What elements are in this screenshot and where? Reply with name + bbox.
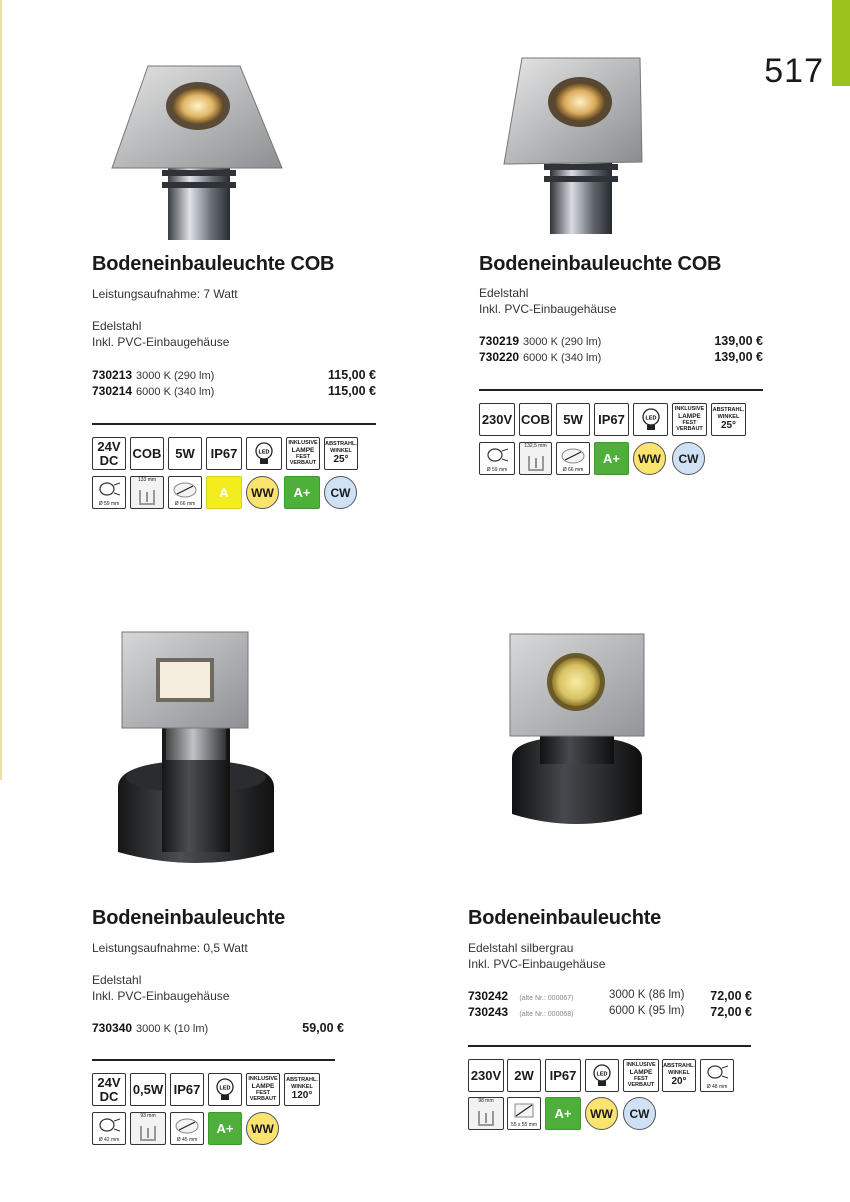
beam-angle-badge [711, 403, 746, 436]
included-lamp-badge [286, 437, 320, 470]
diameter-badge [92, 1112, 126, 1145]
article-number: 730242 [468, 989, 509, 1003]
svg-text:LED: LED [258, 449, 270, 455]
wattage-badge: 0,5W [130, 1073, 166, 1106]
product-desc-1a: Leistungsaufnahme: 7 Watt [92, 287, 238, 301]
depth-icon [138, 1124, 158, 1142]
depth-badge [130, 476, 164, 509]
led-bulb-icon [590, 1063, 614, 1089]
cutout-icon [560, 447, 586, 465]
energy-class-a-badge: A [206, 476, 242, 509]
warm-white-badge: WW [246, 1112, 279, 1145]
cutout-value: 55 x 55 mm [510, 1121, 538, 1128]
led-bulb-icon [213, 1077, 237, 1103]
included-label: INKLUSIVE [288, 440, 318, 447]
cool-white-badge: CW [324, 476, 357, 509]
depth-icon [137, 488, 157, 506]
product-title-3: Bodeneinbauleuchte [92, 907, 286, 929]
diameter-value: Ø 59 mm [486, 466, 508, 473]
depth-icon [526, 454, 546, 472]
beam-angle-value: 25° [720, 420, 737, 432]
voltage-value: 24V [97, 1074, 121, 1090]
fixed-label: FEST VERBAUT [249, 1090, 277, 1103]
svg-text:LED: LED [219, 1085, 231, 1091]
divider [468, 1045, 751, 1047]
cutout-icon [174, 1117, 200, 1135]
cutout-icon [172, 481, 198, 499]
included-lamp-badge [246, 1073, 280, 1106]
article-row [92, 1021, 208, 1035]
beam-angle-badge [662, 1059, 696, 1092]
divider [479, 389, 763, 391]
article-spec: 3000 K (10 lm) [136, 1023, 209, 1035]
article-spec: 3000 K (290 lm) [523, 336, 602, 348]
article-price: 115,00 € [328, 384, 376, 398]
warm-white-badge: WW [633, 442, 666, 475]
diameter-badge [700, 1059, 734, 1092]
spot-icon [96, 1117, 122, 1133]
beam-angle-badge [284, 1073, 320, 1106]
voltage-badge: 230V [479, 403, 515, 436]
old-article-number: (alte Nr.: 000068) [519, 1011, 574, 1018]
beam-label: ABSTRAHL. [712, 407, 745, 414]
product-title-2: Bodeneinbauleuchte COB [479, 253, 722, 275]
beam-angle-value: 25° [333, 454, 349, 466]
product-desc-3a: Leistungsaufnahme: 0,5 Watt [92, 941, 248, 955]
article-number: 730243 [468, 1005, 509, 1019]
article-number: 730219 [479, 334, 520, 348]
cob-badge: COB [519, 403, 552, 436]
diameter-value: Ø 59 mm [98, 500, 120, 507]
product-desc-3c: Inkl. PVC-Einbaugehäuse [92, 989, 230, 1003]
product-photo-4 [496, 628, 656, 840]
depth-badge [130, 1112, 166, 1145]
article-number: 730213 [92, 368, 133, 382]
product-desc-3b: Edelstahl [92, 973, 142, 987]
diameter-badge [92, 476, 126, 509]
voltage-type: DC [99, 452, 119, 468]
depth-badge [468, 1097, 504, 1130]
wattage-badge: 2W [507, 1059, 541, 1092]
depth-value: 132,5 mm [524, 443, 547, 449]
diameter-value: Ø 48 mm [706, 1083, 728, 1090]
product-photo-1 [90, 48, 290, 248]
cutout-value: Ø 66 mm [174, 500, 196, 507]
voltage-badge: 230V [468, 1059, 504, 1092]
article-row [468, 1005, 573, 1019]
energy-class-a-plus-badge: A+ [594, 442, 629, 475]
ip-rating-badge: IP67 [594, 403, 629, 436]
included-lamp-badge [672, 403, 707, 436]
cutout-value: Ø 66 mm [562, 466, 584, 473]
lamp-label: LAMPE [629, 1068, 653, 1076]
cutout-badge [168, 476, 202, 509]
fixed-label: FEST VERBAUT [289, 454, 317, 467]
article-spec: 3000 K (290 lm) [136, 370, 215, 382]
depth-value: 93 mm [140, 1113, 156, 1119]
included-label: INKLUSIVE [626, 1062, 656, 1069]
section-color-tab [832, 0, 850, 86]
beam-label: ABSTRAHL. [325, 441, 357, 448]
depth-badge [519, 442, 552, 475]
depth-value: 133 mm [137, 477, 157, 483]
article-price: 59,00 € [302, 1021, 344, 1035]
product-desc-1c: Inkl. PVC-Einbaugehäuse [92, 335, 230, 349]
product-photo-3 [96, 612, 296, 892]
ip-rating-badge: IP67 [170, 1073, 204, 1106]
spot-icon [484, 447, 510, 463]
article-price: 72,00 € [710, 989, 752, 1003]
svg-text:LED: LED [596, 1071, 608, 1077]
cutout-badge [507, 1097, 541, 1130]
beam-label: ABSTRAHL. [663, 1063, 695, 1070]
wattage-badge: 5W [556, 403, 590, 436]
depth-icon [476, 1109, 496, 1127]
diameter-value: Ø 42 mm [98, 1136, 120, 1143]
fixed-label: FEST VERBAUT [627, 1076, 655, 1089]
article-row [479, 350, 601, 364]
beam-angle-value: 120° [291, 1090, 313, 1102]
article-number: 730220 [479, 350, 520, 364]
ip-rating-badge: IP67 [545, 1059, 581, 1092]
product-desc-4b: Inkl. PVC-Einbaugehäuse [468, 957, 606, 971]
led-bulb-badge [633, 403, 668, 436]
article-price: 139,00 € [714, 350, 763, 364]
product-desc-1b: Edelstahl [92, 319, 142, 333]
voltage-badge [92, 437, 126, 470]
warm-white-badge: WW [246, 476, 279, 509]
article-row [468, 989, 573, 1003]
cool-white-badge: CW [672, 442, 705, 475]
article-row [92, 368, 214, 382]
article-row [92, 384, 214, 398]
beam-angle-badge [324, 437, 358, 470]
led-bulb-icon [252, 441, 276, 467]
spot-icon [96, 481, 122, 497]
article-price: 115,00 € [328, 368, 376, 382]
voltage-value: 24V [97, 438, 121, 454]
cutout-value: Ø 45 mm [176, 1136, 198, 1143]
angle-label: WINKEL [717, 413, 740, 420]
margin-rule [0, 0, 2, 780]
cutout-badge [556, 442, 590, 475]
article-price: 72,00 € [710, 1005, 752, 1019]
product-desc-2a: Edelstahl [479, 286, 529, 300]
angle-label: WINKEL [330, 447, 352, 454]
cob-badge: COB [130, 437, 164, 470]
led-bulb-icon [639, 407, 663, 433]
lamp-label: LAMPE [291, 446, 315, 454]
voltage-badge [92, 1073, 126, 1106]
article-spec: 6000 K (340 lm) [136, 386, 215, 398]
svg-text:LED: LED [645, 415, 656, 421]
beam-angle-value: 20° [671, 1076, 687, 1088]
warm-white-badge: WW [585, 1097, 618, 1130]
led-bulb-badge [585, 1059, 619, 1092]
angle-label: WINKEL [291, 1083, 313, 1090]
divider [92, 1059, 335, 1061]
fixed-label: FEST VERBAUT [676, 420, 703, 433]
energy-class-a-plus-badge: A+ [208, 1112, 242, 1145]
product-desc-2b: Inkl. PVC-Einbaugehäuse [479, 302, 617, 316]
cutout-icon [511, 1102, 537, 1120]
product-title-4: Bodeneinbauleuchte [468, 907, 662, 929]
wattage-badge: 5W [168, 437, 202, 470]
diameter-badge [479, 442, 515, 475]
included-label: INKLUSIVE [674, 406, 705, 413]
depth-value: 98 mm [478, 1098, 494, 1104]
included-lamp-badge [623, 1059, 659, 1092]
article-row [479, 334, 601, 348]
old-article-number: (alte Nr.: 000067) [519, 995, 574, 1002]
ip-rating-badge: IP67 [206, 437, 242, 470]
led-bulb-badge [246, 437, 282, 470]
article-number: 730214 [92, 384, 133, 398]
product-title-1: Bodeneinbauleuchte COB [92, 253, 335, 275]
article-spec: 6000 K (95 lm) [609, 1005, 685, 1017]
cool-white-badge: CW [623, 1097, 656, 1130]
spot-icon [704, 1064, 730, 1080]
angle-label: WINKEL [668, 1069, 690, 1076]
included-label: INKLUSIVE [248, 1076, 278, 1083]
voltage-type: DC [99, 1088, 119, 1104]
beam-label: ABSTRAHL. [286, 1077, 318, 1084]
divider [92, 423, 376, 425]
page-number: 517 [764, 52, 824, 90]
article-number: 730340 [92, 1021, 133, 1035]
led-bulb-badge [208, 1073, 242, 1106]
product-desc-4a: Edelstahl silbergrau [468, 941, 574, 955]
lamp-label: LAMPE [678, 412, 701, 420]
article-spec: 3000 K (86 lm) [609, 989, 685, 1001]
lamp-label: LAMPE [251, 1082, 275, 1090]
energy-class-a-plus-badge: A+ [284, 476, 320, 509]
article-price: 139,00 € [714, 334, 763, 348]
cutout-badge [170, 1112, 204, 1145]
product-photo-2 [490, 44, 690, 244]
energy-class-a-plus-badge: A+ [545, 1097, 581, 1130]
article-spec: 6000 K (340 lm) [523, 352, 602, 364]
